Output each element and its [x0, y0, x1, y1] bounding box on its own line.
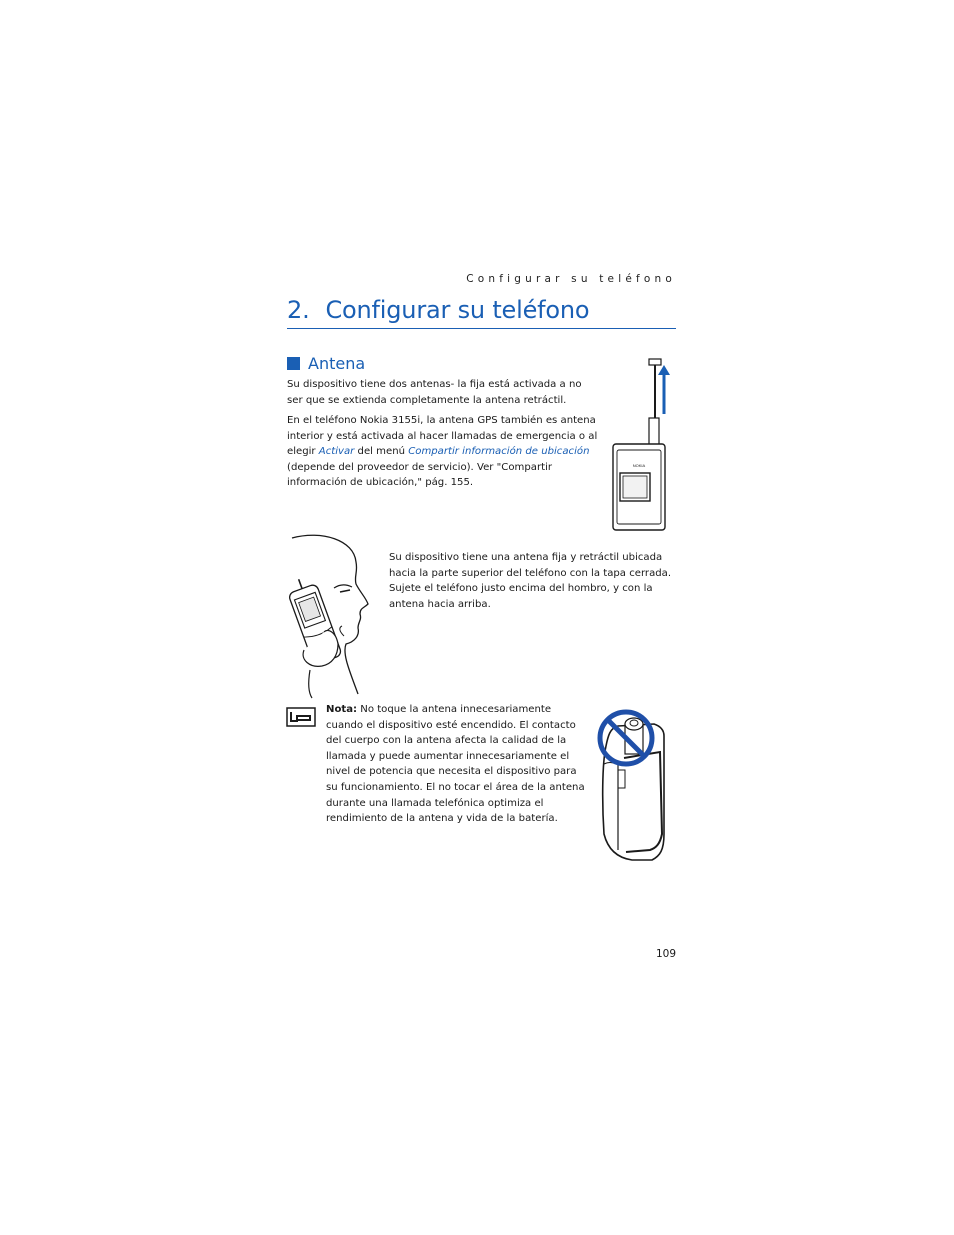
hand-pointing-icon	[286, 707, 316, 727]
phone-brand: NOKIA	[632, 463, 646, 468]
page-number: 109	[655, 948, 676, 960]
paragraph-gps-before: En el teléfono Nokia 3155i, la antena GPS también es antena interior y está activada al hacer llamadas de emergencia o al elegir	[287, 415, 598, 458]
section-title: Antena	[308, 354, 366, 373]
paragraph-gps	[287, 413, 599, 491]
section-heading	[287, 354, 365, 373]
chapter-title-text: Configurar su teléfono	[325, 296, 590, 324]
chapter-title	[287, 296, 589, 324]
no-touch-antenna-illustration	[598, 704, 670, 864]
note-text: No toque la antena innecesariamente cuando el dispositivo esté encendido. El contacto del cuerpo con la antena afecta la calidad de la llamada y puede aumentar innecesariamente el nivel de potencia que necesita el dispositivo para su funcionamiento. El no tocar el área de la antena durante una llamada telefónica optimiza el rendimiento de la antena y vida de la batería.	[326, 704, 585, 825]
running-header: Configurar su teléfono	[466, 273, 676, 285]
paragraph-gps-middle: del menú	[354, 446, 409, 458]
phone-antenna-illustration	[600, 356, 680, 536]
note-paragraph	[326, 702, 588, 827]
section-square-icon	[287, 357, 300, 370]
link-compartir-ubicacion[interactable]: Compartir información de ubicación	[408, 446, 590, 458]
paragraph-gps-after: (depende del proveedor de servicio). Ver "Compartir información de ubicación," pág. 155.	[287, 461, 553, 489]
chapter-number: 2.	[287, 296, 310, 324]
paragraph-hold-phone: Su dispositivo tiene una antena fija y retráctil ubicada hacia la parte superior del teléfono con la tapa cerrada. Sujete el teléfono justo encima del hombro, y con la antena hacia arriba.	[389, 552, 672, 610]
link-activar[interactable]: Activar	[318, 446, 355, 458]
note-label: Nota:	[326, 704, 358, 715]
paragraph-antennas: Su dispositivo tiene dos antenas- la fija está activada a no ser que se extienda completamente la antena retráctil.	[287, 379, 582, 406]
person-holding-phone-illustration	[282, 532, 382, 702]
title-rule	[287, 328, 676, 329]
